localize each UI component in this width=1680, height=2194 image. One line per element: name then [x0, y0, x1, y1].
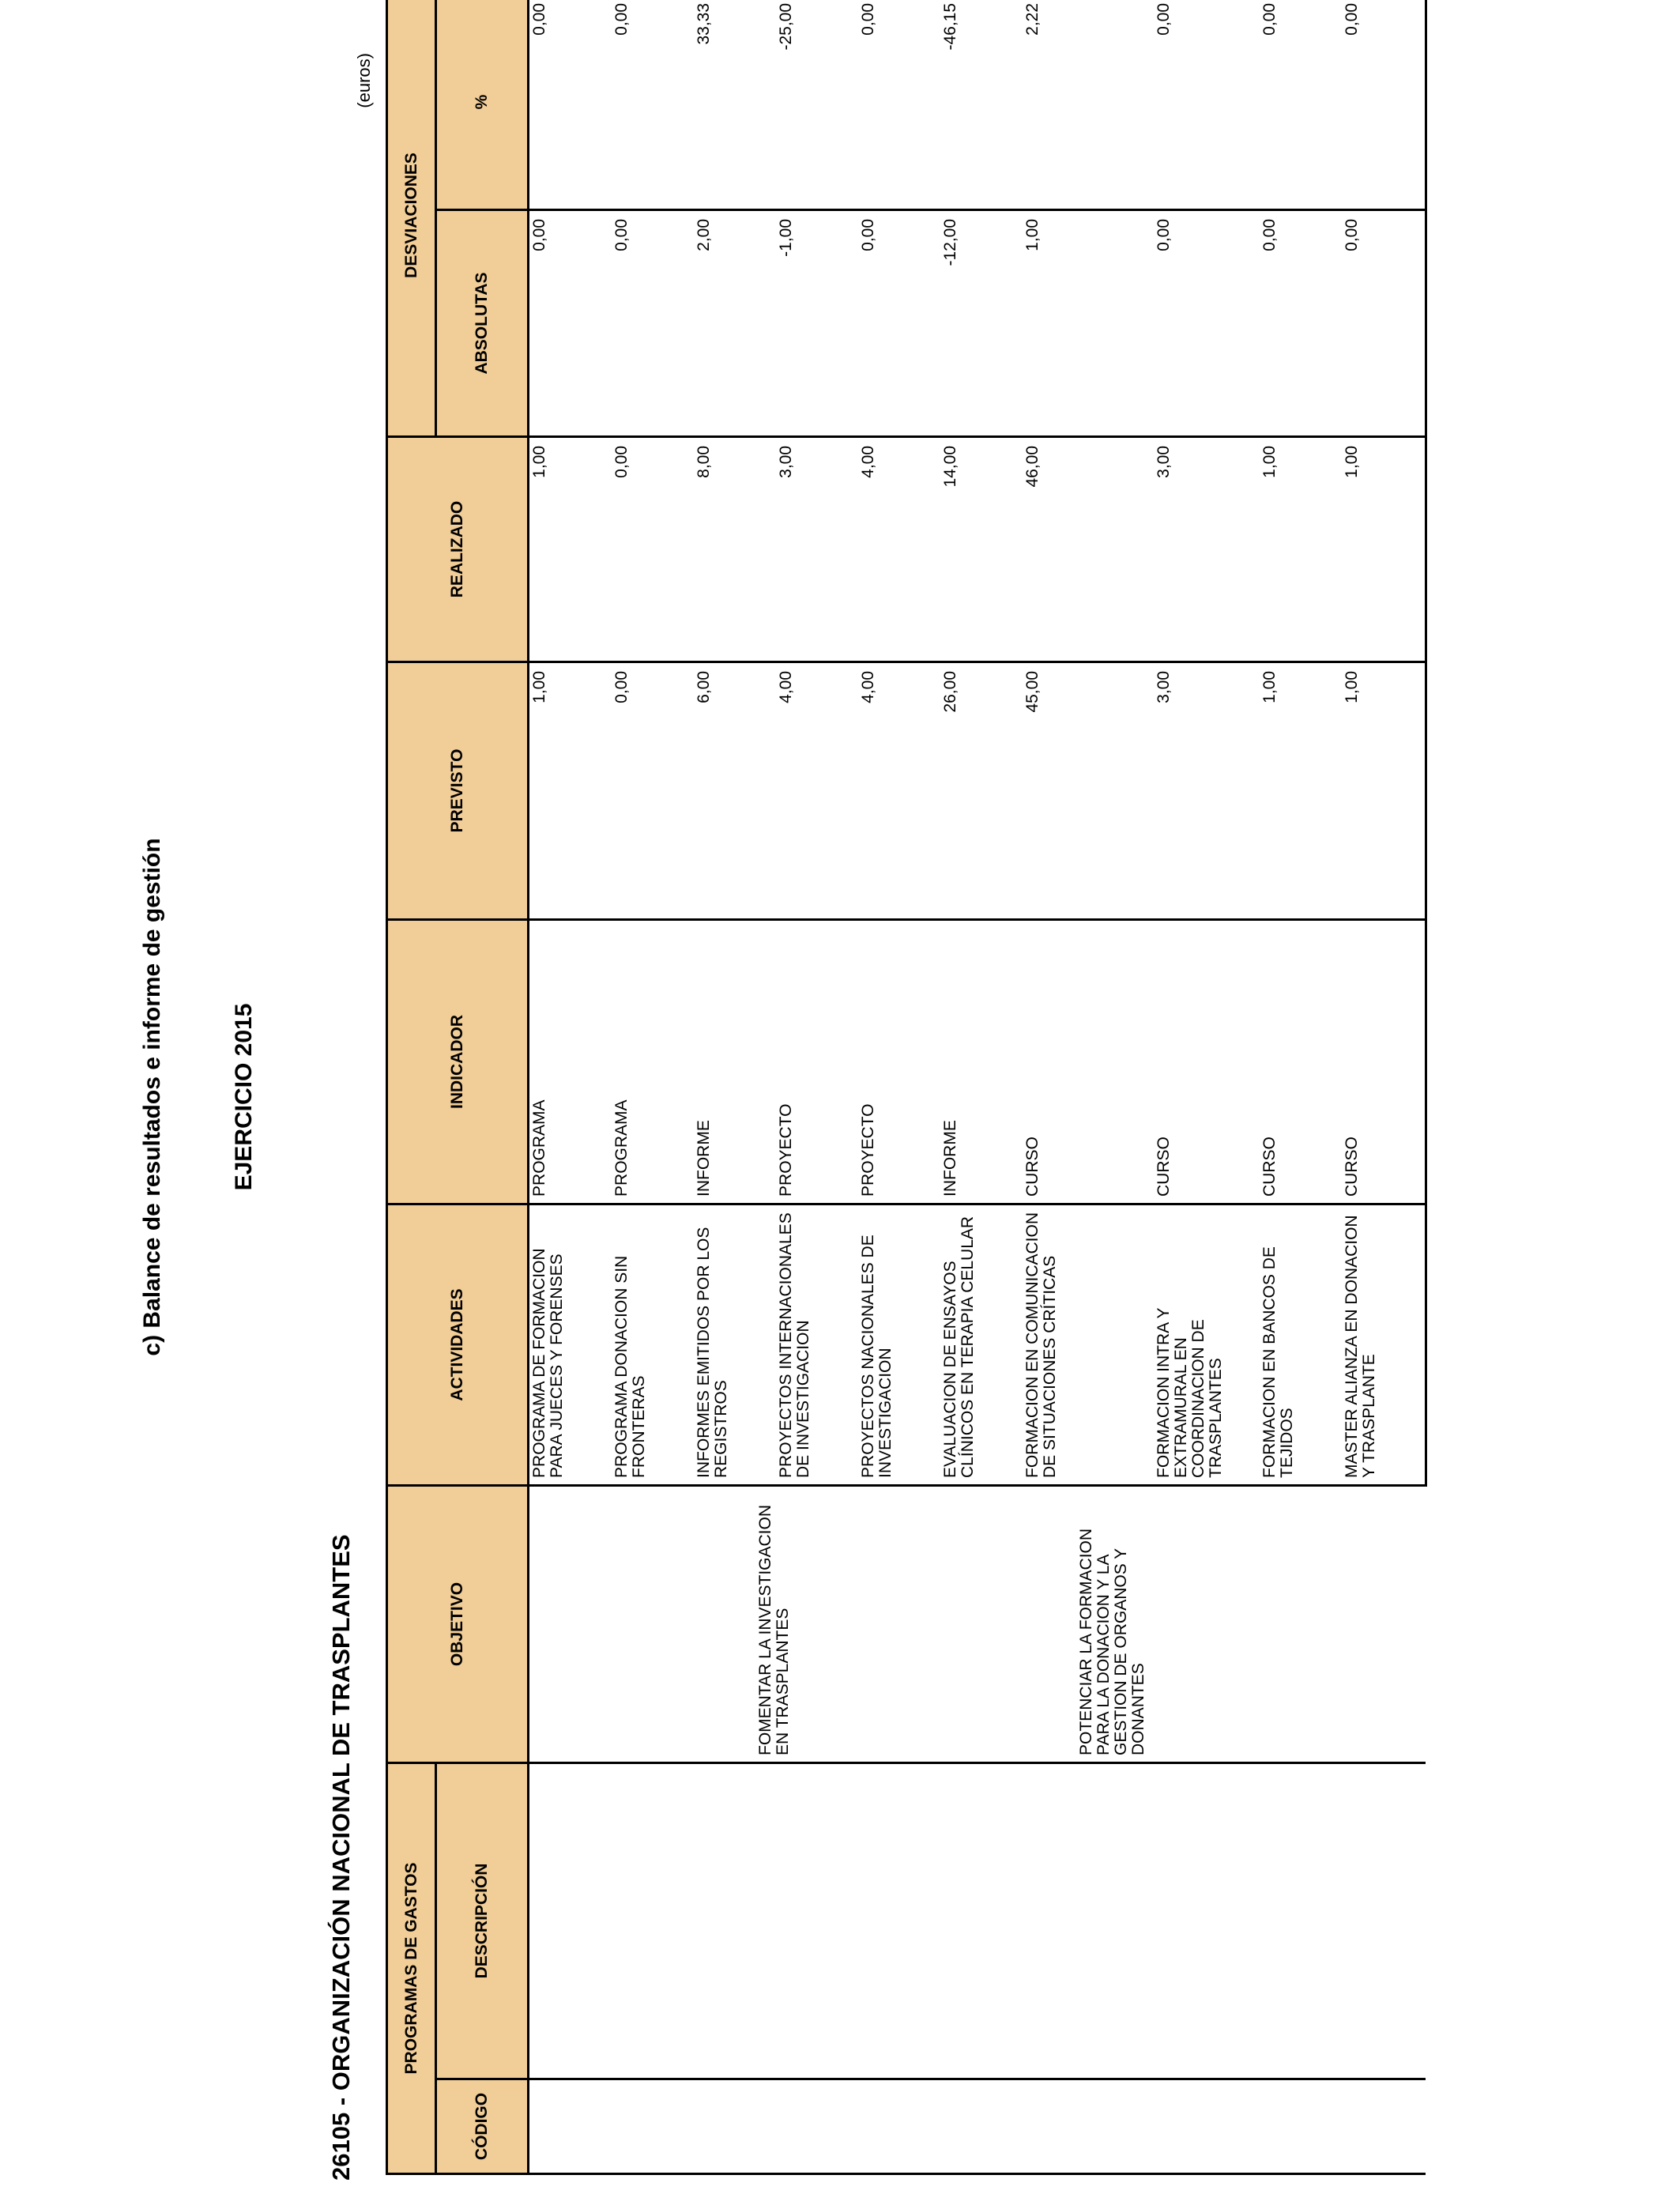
cell-previsto: 3,00	[1154, 662, 1260, 919]
cell-indicador: PROGRAMA	[529, 919, 612, 1204]
cell-actividad: PROYECTOS INTERNACIONALES DE INVESTIGACION	[776, 1204, 858, 1485]
cell-actividad: EVALUACION DE ENSAYOS CLÍNICOS EN TERAPIA CELULAR	[940, 1204, 1023, 1485]
header-indicador: INDICADOR	[387, 919, 529, 1204]
cell-porcentaje: 0,00	[1154, 0, 1260, 209]
cell-indicador: CURSO	[1342, 919, 1426, 1204]
header-descripcion: DESCRIPCIÓN	[436, 1762, 529, 2079]
header-desviaciones: DESVIACIONES	[387, 0, 436, 436]
cell-previsto: 0,00	[612, 662, 694, 919]
cell-indicador: PROYECTO	[858, 919, 940, 1204]
cell-absolutas: -1,00	[776, 209, 858, 436]
cell-absolutas: 0,00	[1154, 209, 1260, 436]
cell-realizado: 14,00	[940, 436, 1023, 662]
cell-descripcion	[529, 1762, 1426, 2079]
cell-previsto: 1,00	[1342, 662, 1426, 919]
cell-realizado: 1,00	[529, 436, 612, 662]
cell-previsto: 1,00	[1260, 662, 1342, 919]
cell-realizado: 46,00	[1023, 436, 1154, 662]
cell-absolutas: 0,00	[612, 209, 694, 436]
management-report-table	[386, 0, 1427, 2175]
cell-indicador: CURSO	[1023, 919, 1154, 1204]
cell-realizado: 4,00	[858, 436, 940, 662]
header-programas-de-gastos: PROGRAMAS DE GASTOS	[387, 1762, 436, 2173]
cell-previsto: 4,00	[776, 662, 858, 919]
cell-realizado: 3,00	[1154, 436, 1260, 662]
cell-actividad: FORMACION EN COMUNICACION DE SITUACIONES CRÍTICAS	[1023, 1204, 1154, 1485]
cell-realizado: 0,00	[612, 436, 694, 662]
cell-indicador: CURSO	[1154, 919, 1260, 1204]
cell-porcentaje: -25,00	[776, 0, 858, 209]
cell-porcentaje: 0,00	[612, 0, 694, 209]
cell-actividad: PROYECTOS NACIONALES DE INVESTIGACION	[858, 1204, 940, 1485]
cell-porcentaje: 0,00	[529, 0, 612, 209]
currency-unit: (euros)	[354, 53, 374, 108]
cell-previsto: 45,00	[1023, 662, 1154, 919]
cell-indicador: INFORME	[694, 919, 776, 1204]
cell-indicador: PROGRAMA	[612, 919, 694, 1204]
cell-realizado: 1,00	[1342, 436, 1426, 662]
report-title: c) Balance de resultados e informe de gestión	[139, 838, 165, 1356]
organization-title: 26105 - ORGANIZACIÓN NACIONAL DE TRASPLANTES	[327, 1534, 355, 2181]
header-objetivo: OBJETIVO	[387, 1485, 529, 1762]
cell-indicador: CURSO	[1260, 919, 1342, 1204]
cell-actividad: MASTER ALIANZA EN DONACION Y TRASPLANTE	[1342, 1204, 1426, 1485]
cell-porcentaje: -46,15	[940, 0, 1023, 209]
cell-indicador: PROYECTO	[776, 919, 858, 1204]
cell-realizado: 8,00	[694, 436, 776, 662]
header-absolutas: ABSOLUTAS	[436, 209, 529, 436]
cell-realizado: 1,00	[1260, 436, 1342, 662]
header-codigo: CÓDIGO	[436, 2079, 529, 2174]
cell-porcentaje: 2,22	[1023, 0, 1154, 209]
cell-actividad: PROGRAMA DE FORMACION PARA JUECES Y FORENSES	[529, 1204, 612, 1485]
cell-absolutas: -12,00	[940, 209, 1023, 436]
header-previsto: PREVISTO	[387, 662, 529, 919]
cell-objetivo-2: POTENCIAR LA FORMACION PARA LA DONACION Y LA GESTION DE ORGANOS Y DONANTES	[1023, 1485, 1426, 1762]
cell-indicador: INFORME	[940, 919, 1023, 1204]
cell-absolutas: 1,00	[1023, 209, 1154, 436]
cell-previsto: 4,00	[858, 662, 940, 919]
cell-previsto: 26,00	[940, 662, 1023, 919]
cell-codigo	[529, 2079, 1426, 2174]
cell-realizado: 3,00	[776, 436, 858, 662]
cell-actividad: INFORMES EMITIDOS POR LOS REGISTROS	[694, 1204, 776, 1485]
table-row	[529, 0, 612, 2174]
cell-absolutas: 0,00	[1260, 209, 1342, 436]
cell-absolutas: 0,00	[858, 209, 940, 436]
header-realizado: REALIZADO	[387, 436, 529, 662]
cell-porcentaje: 0,00	[1260, 0, 1342, 209]
cell-absolutas: 0,00	[1342, 209, 1426, 436]
cell-absolutas: 2,00	[694, 209, 776, 436]
cell-porcentaje: 0,00	[858, 0, 940, 209]
report-year: EJERCICIO 2015	[231, 1003, 257, 1191]
header-actividades: ACTIVIDADES	[387, 1204, 529, 1485]
cell-actividad: FORMACION INTRA Y EXTRAMURAL EN COORDINACION DE TRASPLANTES	[1154, 1204, 1260, 1485]
cell-previsto: 6,00	[694, 662, 776, 919]
cell-previsto: 1,00	[529, 662, 612, 919]
cell-objetivo-1: FOMENTAR LA INVESTIGACION EN TRASPLANTES	[529, 1485, 1023, 1762]
header-porcentaje: %	[436, 0, 529, 209]
cell-porcentaje: 0,00	[1342, 0, 1426, 209]
cell-absolutas: 0,00	[529, 209, 612, 436]
cell-porcentaje: 33,33	[694, 0, 776, 209]
cell-actividad: PROGRAMA DONACION SIN FRONTERAS	[612, 1204, 694, 1485]
cell-actividad: FORMACION EN BANCOS DE TEJIDOS	[1260, 1204, 1342, 1485]
